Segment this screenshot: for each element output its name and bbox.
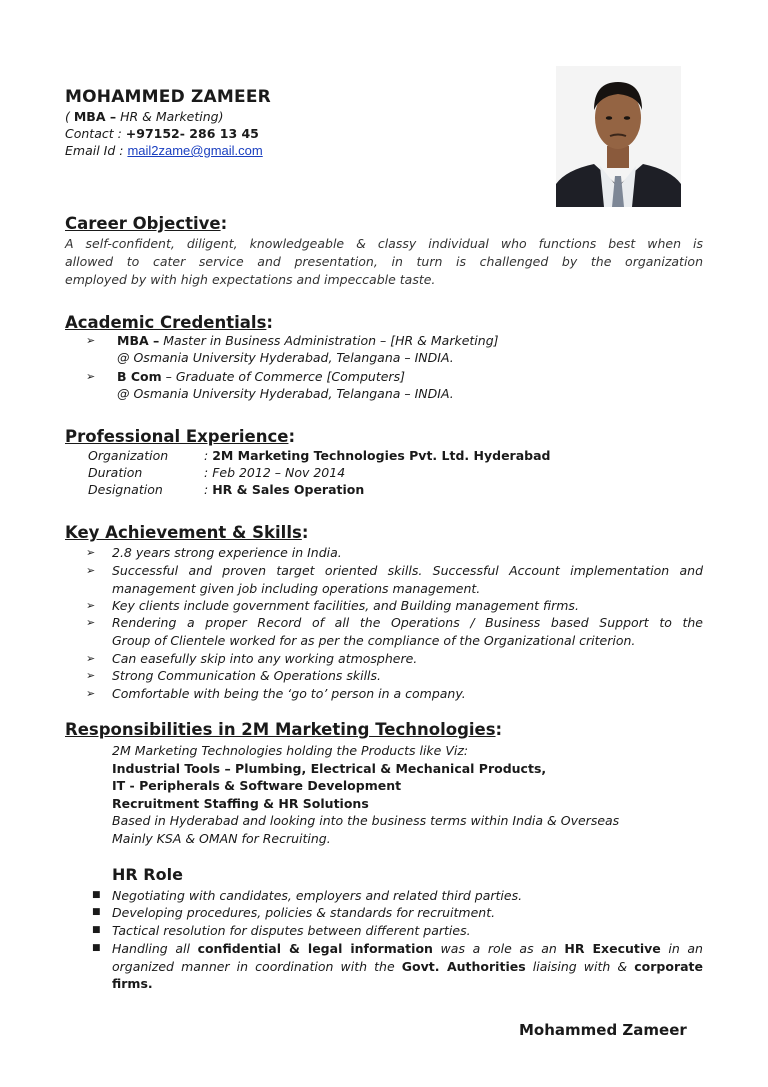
arrow-bullet-icon: ➢	[86, 669, 96, 682]
contact-value: +97152- 286 13 45	[125, 126, 259, 141]
degree-line: ( MBA – HR & Marketing)	[65, 109, 224, 124]
career-objective-heading: Career Objective:	[65, 214, 228, 233]
product-line: Industrial Tools – Plumbing, Electrical & Mechanical Products,	[112, 760, 547, 776]
square-bullet-icon: ■	[92, 907, 101, 917]
experience-value-organization: : 2M Marketing Technologies Pvt. Ltd. Hyderabad	[204, 448, 551, 463]
experience-label-duration: Duration	[88, 465, 143, 480]
hr-role-item: Developing procedures, policies & standards for recruitment.	[112, 905, 496, 920]
arrow-bullet-icon: ➢	[86, 652, 96, 665]
experience-value-designation: : HR & Sales Operation	[204, 482, 365, 497]
email-link[interactable]: mail2zame@gmail.com	[127, 143, 263, 158]
academic-item-university: @ Osmania University Hyderabad, Telangana – INDIA.	[117, 350, 454, 365]
product-line: IT - Peripherals & Software Development	[112, 778, 402, 793]
skill-item: 2.8 years strong experience in India.	[112, 545, 342, 560]
skills-heading: Key Achievement & Skills:	[65, 523, 309, 542]
square-bullet-icon: ■	[92, 943, 101, 953]
arrow-bullet-icon: ➢	[86, 599, 96, 612]
arrow-bullet-icon: ➢	[86, 687, 96, 700]
skill-item: Comfortable with being the ‘go to’ person in a company.	[112, 686, 466, 701]
email-line	[65, 142, 545, 159]
product-line: Recruitment Staffing & HR Solutions	[112, 795, 369, 811]
candidate-name: MOHAMMED ZAMEER	[65, 87, 271, 107]
skill-item: Key clients include government facilities, and Building management firms.	[112, 598, 579, 613]
skill-item: Strong Communication & Operations skills.	[112, 668, 382, 683]
resume-header	[65, 86, 545, 159]
responsibilities-note: Based in Hyderabad and looking into the business terms within India & Overseas	[112, 813, 620, 828]
experience-value-duration: : Feb 2012 – Nov 2014	[204, 465, 346, 480]
arrow-bullet-icon: ➢	[86, 564, 96, 577]
academic-heading: Academic Credentials:	[65, 313, 274, 332]
square-bullet-icon: ■	[92, 890, 101, 900]
responsibilities-intro: 2M Marketing Technologies holding the Products like Viz:	[112, 743, 469, 758]
email-label: Email Id :	[65, 143, 128, 158]
contact-label: Contact :	[65, 126, 126, 141]
square-bullet-icon: ■	[92, 925, 101, 935]
arrow-bullet-icon: ➢	[86, 616, 96, 629]
arrow-bullet-icon: ➢	[86, 546, 96, 559]
career-objective-text: A self-confident, diligent, knowledgeable & classy individual who functions best when is allowed to cater service and presentation, in turn is challenged by the organization employed by with high expectations and impeccable taste.	[65, 236, 703, 287]
degree-bold: MBA –	[73, 109, 117, 124]
arrow-bullet-icon: ➢	[86, 334, 96, 347]
footer-signature-name: Mohammed Zameer	[519, 1021, 687, 1039]
academic-item: MBA – Master in Business Administration – [HR & Marketing]	[117, 333, 499, 348]
skill-item: Can easefully skip into any working atmosphere.	[112, 651, 418, 666]
academic-item: B Com – Graduate of Commerce [Computers]	[117, 369, 405, 384]
skill-item: Successful and proven target oriented skills. Successful Account implementation and management given job including operations management.	[112, 563, 703, 596]
hr-role-item-last: Handling all confidential & legal information was a role as an HR Executive in an organized manner in coordination with the Govt. Authorities liaising with & corporate firms.	[112, 941, 703, 991]
hr-role-item: Negotiating with candidates, employers and related third parties.	[112, 888, 523, 903]
hr-role-heading: HR Role	[112, 865, 183, 884]
responsibilities-note: Mainly KSA & OMAN for Recruiting.	[112, 830, 331, 846]
hr-role-item: Tactical resolution for disputes between different parties.	[112, 923, 471, 938]
profile-photo	[556, 66, 681, 207]
experience-heading: Professional Experience:	[65, 427, 296, 446]
experience-label-organization: Organization	[88, 448, 169, 463]
responsibilities-heading: Responsibilities in 2M Marketing Technologies:	[65, 720, 503, 739]
skill-item: Rendering a proper Record of all the Operations / Business based Support to the Group of Clientele worked for as per the compliance of the Organizational criterion.	[112, 615, 703, 648]
contact-line	[65, 125, 545, 142]
experience-label-designation: Designation	[88, 482, 163, 497]
arrow-bullet-icon: ➢	[86, 370, 96, 383]
responsibilities-body	[112, 742, 703, 847]
academic-item-university: @ Osmania University Hyderabad, Telangana – INDIA.	[117, 386, 454, 401]
